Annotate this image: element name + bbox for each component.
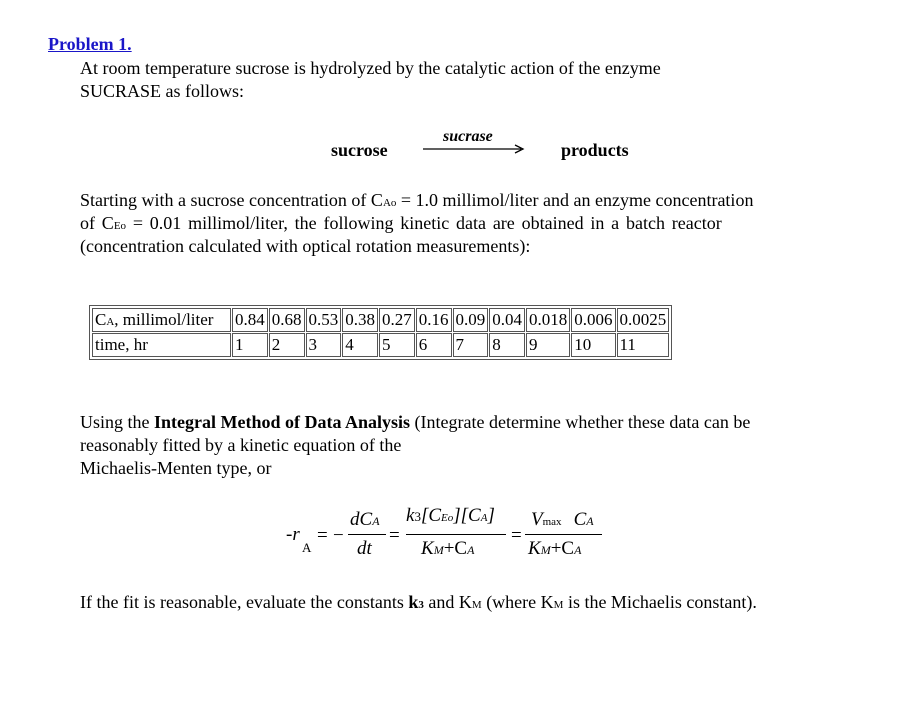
ca-header-cell: CA, millimol/liter	[92, 308, 231, 332]
ca-cell: 0.0025	[617, 308, 670, 332]
conditions-line-1: Starting with a sucrose concentration of CAo = 1.0 millimol/liter and an enzyme concentration	[80, 190, 754, 210]
ca-cell: 0.018	[526, 308, 570, 332]
problem-heading[interactable]: Problem 1.	[48, 34, 132, 54]
eq-num-1: dCA	[350, 509, 380, 530]
time-header-cell: time, hr	[92, 333, 231, 357]
time-cell: 5	[379, 333, 415, 357]
eq-lhs: -r	[286, 524, 300, 545]
eq-equals-3: =	[511, 525, 522, 546]
time-cell: 9	[526, 333, 570, 357]
conditions-line-2: of CEo = 0.01 millimol/liter, the following kinetic data are obtained in a batch reactor	[80, 213, 722, 233]
eq-minus: −	[333, 525, 344, 546]
eq-den-2: KM+CA	[421, 538, 475, 559]
time-cell: 8	[489, 333, 525, 357]
analysis-line-2: reasonably fitted by a kinetic equation of the	[80, 435, 402, 455]
ca-cell: 0.09	[453, 308, 489, 332]
eq-lhs-sub: A	[302, 540, 312, 555]
eq-fraction-line-3	[525, 534, 602, 535]
ca-cell: 0.16	[416, 308, 452, 332]
eq-num-2: k3[CEo][CA]	[406, 505, 495, 526]
time-cell: 3	[306, 333, 342, 357]
conditions-line-3: (concentration calculated with optical rotation measurements):	[80, 236, 531, 256]
product-label: products	[561, 140, 629, 160]
catalyst-label: sucrase	[443, 128, 493, 145]
ca-cell: 0.38	[342, 308, 378, 332]
intro-line-1: At room temperature sucrose is hydrolyzed by the catalytic action of the enzyme	[80, 58, 661, 78]
time-cell: 7	[453, 333, 489, 357]
analysis-line-3: Michaelis-Menten type, or	[80, 458, 272, 478]
time-cell: 10	[571, 333, 615, 357]
eq-fraction-line-1	[348, 534, 386, 535]
ca-cell: 0.006	[571, 308, 615, 332]
ca-cell: 0.27	[379, 308, 415, 332]
intro-line-2: SUCRASE as follows:	[80, 81, 245, 101]
ca-cell: 0.84	[232, 308, 268, 332]
eq-equals-1: =	[317, 525, 328, 546]
time-cell: 2	[269, 333, 305, 357]
eq-num-3: Vmax CA	[531, 509, 594, 530]
time-cell: 1	[232, 333, 268, 357]
time-cell: 4	[342, 333, 378, 357]
conclusion-line: If the fit is reasonable, evaluate the constants k3 and KM (where KM is the Michaelis constant).	[80, 592, 757, 612]
ca-cell: 0.53	[306, 308, 342, 332]
time-cell: 11	[617, 333, 670, 357]
ca-cell: 0.04	[489, 308, 525, 332]
analysis-line-1: Using the Integral Method of Data Analysis (Integrate determine whether these data can be	[80, 412, 751, 432]
eq-fraction-line-2	[406, 534, 506, 535]
reactant-label: sucrose	[331, 140, 388, 160]
eq-den-3: KM+CA	[528, 538, 582, 559]
eq-equals-2: =	[389, 525, 400, 546]
ca-cell: 0.68	[269, 308, 305, 332]
time-cell: 6	[416, 333, 452, 357]
eq-den-1: dt	[357, 538, 372, 559]
